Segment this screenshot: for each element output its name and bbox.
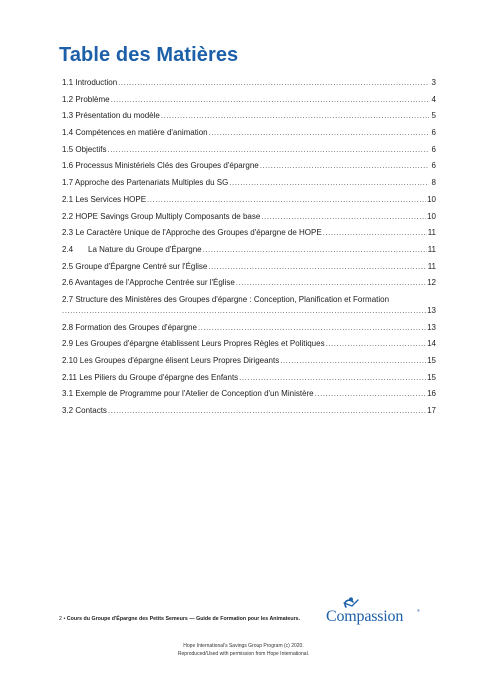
toc-entry-label: 3.2 Contacts (62, 406, 107, 416)
toc-entry-leader-line (62, 306, 436, 316)
dot-leader (118, 78, 429, 88)
toc-entry-label: 2.5 Groupe d'Épargne Centré sur l'Église (62, 261, 208, 271)
credit-line-1: Hope International's Savings Group Program (c) 2020. (183, 643, 304, 649)
toc-entry-page: 17 (427, 406, 436, 416)
toc-entry-1-1[interactable] (62, 78, 436, 95)
toc-entry-2-9[interactable] (62, 339, 436, 356)
toc-entry-page: 10 (427, 194, 436, 204)
toc-entry-label: 1.7 Approche des Partenariats Multiples du SG (62, 178, 229, 188)
dot-leader (108, 406, 426, 416)
footer-course-info (59, 616, 309, 623)
toc-entry-label: 2.6 Avantages de l'Approche Centrée sur l'Église (62, 278, 235, 288)
page-title: Table des Matières (59, 44, 239, 66)
dot-leader (62, 306, 426, 316)
dot-leader (326, 339, 427, 349)
toc-entry-number: 2.4 (62, 244, 74, 254)
toc-entry-page: 13 (427, 322, 436, 332)
page-number: 2 (59, 616, 62, 622)
toc-entry-2-2[interactable] (62, 212, 436, 229)
toc-entry-page: 16 (427, 389, 436, 399)
dot-leader (280, 356, 426, 366)
dot-leader (209, 128, 429, 138)
toc-entry-2-3[interactable] (62, 228, 436, 245)
dot-leader (239, 373, 426, 383)
dot-leader (111, 95, 429, 105)
dot-leader (198, 323, 426, 333)
bullet: • (63, 616, 66, 622)
footer-credits (0, 642, 487, 658)
toc-entry-page: 11 (427, 261, 436, 271)
toc-entry-2-11[interactable] (62, 373, 436, 390)
toc-entry-label: 1.3 Présentation du modèle (62, 111, 160, 121)
toc-entry-1-4[interactable] (62, 128, 436, 145)
credit-line-2: Reproduced/Used with permission from Hope International. (177, 651, 310, 657)
toc-entry-page: 8 (431, 178, 436, 188)
toc-entry-page: 5 (431, 111, 436, 121)
toc-entry-3-2[interactable] (62, 406, 436, 423)
toc-entry-label: 1.5 Objectifs (62, 144, 107, 154)
toc-entry-label: 2.1 Les Services HOPE (62, 194, 147, 204)
dot-leader (260, 161, 429, 171)
dot-leader (236, 278, 426, 288)
toc-entry-page: 15 (427, 356, 436, 365)
toc-entry-page: 6 (431, 128, 436, 138)
toc-entry-1-6[interactable] (62, 161, 436, 178)
toc-entry-label: 2.9 Les Groupes d'épargne établissent Leurs Propres Règles et Politiques (62, 339, 325, 349)
toc-entry-label: 1.6 Processus Ministériels Clés des Groupes d'épargne (62, 161, 259, 171)
toc-entry-label: 2.11 Les Piliers du Groupe d'épargne des Enfants (62, 372, 239, 382)
toc-entry-label (62, 245, 202, 255)
logo-registered-mark: ® (417, 608, 420, 613)
toc-entry-page: 15 (427, 372, 436, 382)
course-title: Cours du Groupe d'Épargne des Petits Semeurs — Guide de Formation pour les Animateurs. (66, 616, 301, 622)
dot-leader (315, 389, 426, 399)
toc-entry-page: 6 (431, 144, 436, 154)
toc-entry-label: 2.8 Formation des Groupes d'épargne (62, 322, 197, 332)
toc-entry-2-1[interactable] (62, 195, 436, 212)
toc-entry-label: 2.2 HOPE Savings Group Multiply Composants de base (62, 211, 261, 221)
dot-leader (208, 262, 426, 272)
toc-entry-2-6[interactable] (62, 278, 436, 295)
toc-entry-label: 1.1 Introduction (62, 78, 118, 87)
toc-entry-2-7[interactable] (62, 295, 436, 323)
toc-entry-page: 10 (427, 211, 436, 221)
toc-entry-page: 3 (431, 78, 436, 87)
toc-entry-label: 2.3 Le Caractère Unique de l'Approche des Groupes d'épargne de HOPE (62, 228, 322, 238)
toc-entry-page: 14 (427, 339, 436, 349)
dot-leader (203, 245, 427, 255)
dot-leader (323, 228, 427, 238)
toc-entry-2-4[interactable] (62, 245, 436, 262)
table-of-contents (62, 78, 436, 423)
toc-entry-page: 12 (427, 278, 436, 288)
logo-wordmark: Compassion (326, 608, 404, 625)
toc-entry-page: 11 (427, 228, 436, 238)
toc-entry-1-5[interactable] (62, 145, 436, 162)
toc-entry-1-2[interactable] (62, 95, 436, 112)
toc-entry-page: 13 (427, 305, 436, 315)
toc-entry-page: 11 (427, 244, 436, 254)
toc-entry-1-7[interactable] (62, 178, 436, 195)
toc-entry-2-5[interactable] (62, 262, 436, 279)
toc-entry-label: 3.1 Exemple de Programme pour l'Atelier de Conception d'un Ministère (62, 389, 314, 399)
toc-entry-2-8[interactable] (62, 323, 436, 340)
toc-entry-2-10[interactable] (62, 356, 436, 373)
dot-leader (107, 145, 429, 155)
toc-entry-page: 6 (431, 161, 436, 171)
toc-entry-label: 2.7 Structure des Ministères des Groupes d'épargne : Conception, Planification et Formation (62, 294, 390, 304)
toc-entry-label: 1.2 Problème (62, 94, 110, 104)
toc-entry-page: 4 (431, 94, 436, 104)
toc-entry-1-3[interactable] (62, 111, 436, 128)
dot-leader (229, 178, 429, 188)
dot-leader (261, 212, 426, 222)
toc-entry-3-1[interactable] (62, 389, 436, 406)
toc-entry-label: 2.10 Les Groupes d'épargne élisent Leurs Propres Dirigeants (62, 356, 280, 365)
toc-entry-text: La Nature du Groupe d'Épargne (88, 244, 202, 254)
dot-leader (147, 195, 426, 205)
dot-leader (161, 111, 429, 121)
toc-entry-label: 1.4 Compétences en matière d'animation (62, 128, 208, 138)
